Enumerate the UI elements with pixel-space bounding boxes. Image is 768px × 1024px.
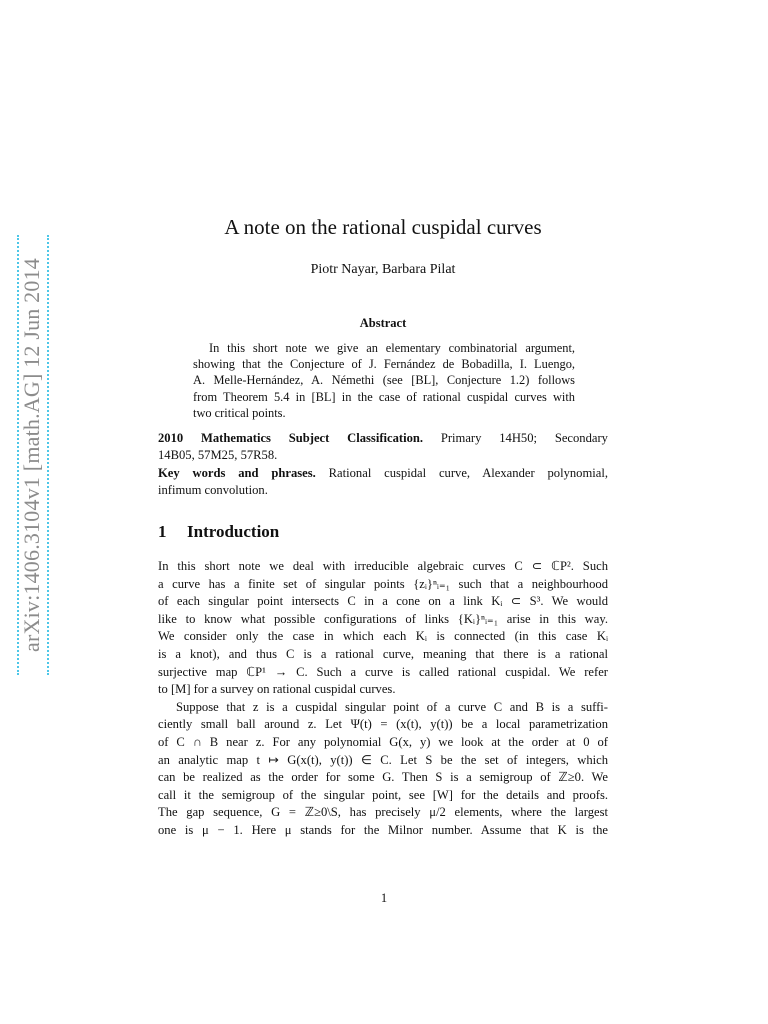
- body-line: is a knot), and thus C is a rational curve, meaning that there is a rational: [158, 646, 608, 661]
- keywords-line-2: infimum convolution.: [158, 483, 268, 498]
- body-line: to [M] for a survey on rational cuspidal curves.: [158, 682, 396, 697]
- page-number: 1: [380, 891, 388, 905]
- body-line: an analytic map t ↦ G(x(t), y(t)) ∈ C. Let S be the set of integers, which: [158, 752, 608, 767]
- body-line: In this short note we deal with irreducible algebraic curves C ⊂ ℂP². Such: [158, 559, 608, 573]
- keywords-text: Rational cuspidal curve, Alexander polynomial,: [315, 465, 608, 480]
- abstract-line: from Theorem 5.4 in [BL] in the case of rational cuspidal curves with: [193, 389, 575, 404]
- keywords-line-1: [158, 465, 608, 482]
- arxiv-stamp: [17, 235, 47, 675]
- body-line: Suppose that z is a cuspidal singular point of a curve C and B is a suffi-: [176, 699, 608, 714]
- body-line: of C ∩ B near z. For any polynomial G(x, y) we look at the order at 0 of: [158, 734, 608, 749]
- abstract-line: two critical points.: [193, 405, 286, 420]
- section-title: Introduction: [187, 522, 280, 541]
- body-line: like to know what possible configurations of links {Kᵢ}ⁿᵢ₌₁ arise in this way.: [158, 611, 608, 626]
- section-number: 1: [158, 522, 167, 541]
- body-line: ciently small ball around z. Let Ψ(t) = (x(t), y(t)) be a local parametrization: [158, 717, 608, 732]
- abstract-line: A. Melle-Hernández, A. Némethi (see [BL], Conjecture 1.2) follows: [193, 373, 575, 388]
- msc-line-2: 14B05, 57M25, 57R58.: [158, 448, 278, 463]
- body-line: of each singular point intersects C in a cone on a link Kᵢ ⊂ S³. We would: [158, 594, 608, 609]
- keywords-label: Key words and phrases.: [158, 465, 316, 480]
- abstract-line: showing that the Conjecture of J. Fernández de Bobadilla, I. Luengo,: [193, 357, 575, 372]
- body-line: We consider only the case in which each Kᵢ is connected (in this case Kᵢ: [158, 629, 608, 644]
- body-line: call it the semigroup of the singular point, see [W] for the details and proofs.: [158, 787, 608, 802]
- paper-title: A note on the rational cuspidal curves: [224, 215, 542, 239]
- abstract-line: In this short note we give an elementary combinatorial argument,: [209, 341, 575, 355]
- body-line: can be realized as the order for some G. Then S is a semigroup of ℤ≥0. We: [158, 770, 608, 785]
- msc-line-1: [158, 430, 608, 447]
- abstract-heading: Abstract: [359, 316, 407, 330]
- paper-authors: Piotr Nayar, Barbara Pilat: [310, 262, 456, 277]
- body-line: surjective map ℂP¹ → C. Such a curve is called rational cuspidal. We refer: [158, 664, 608, 679]
- arxiv-identifier[interactable]: arXiv:1406.3104v1 [math.AG] 12 Jun 2014: [19, 258, 44, 652]
- msc-label: 2010 Mathematics Subject Classification.: [158, 431, 424, 445]
- body-line: The gap sequence, G = ℤ≥0\S, has precisely μ/2 elements, where the largest: [158, 805, 608, 820]
- body-text: [158, 558, 608, 840]
- section-heading: [158, 522, 279, 542]
- body-line: one is μ − 1. Here μ stands for the Milnor number. Assume that K is the: [158, 822, 608, 837]
- classification-block: [158, 430, 608, 500]
- msc-text: Primary 14H50; Secondary: [423, 431, 608, 445]
- abstract-body: [193, 340, 575, 421]
- body-line: a curve has a finite set of singular points {zᵢ}ⁿᵢ₌₁ such that a neighbourhood: [158, 576, 608, 591]
